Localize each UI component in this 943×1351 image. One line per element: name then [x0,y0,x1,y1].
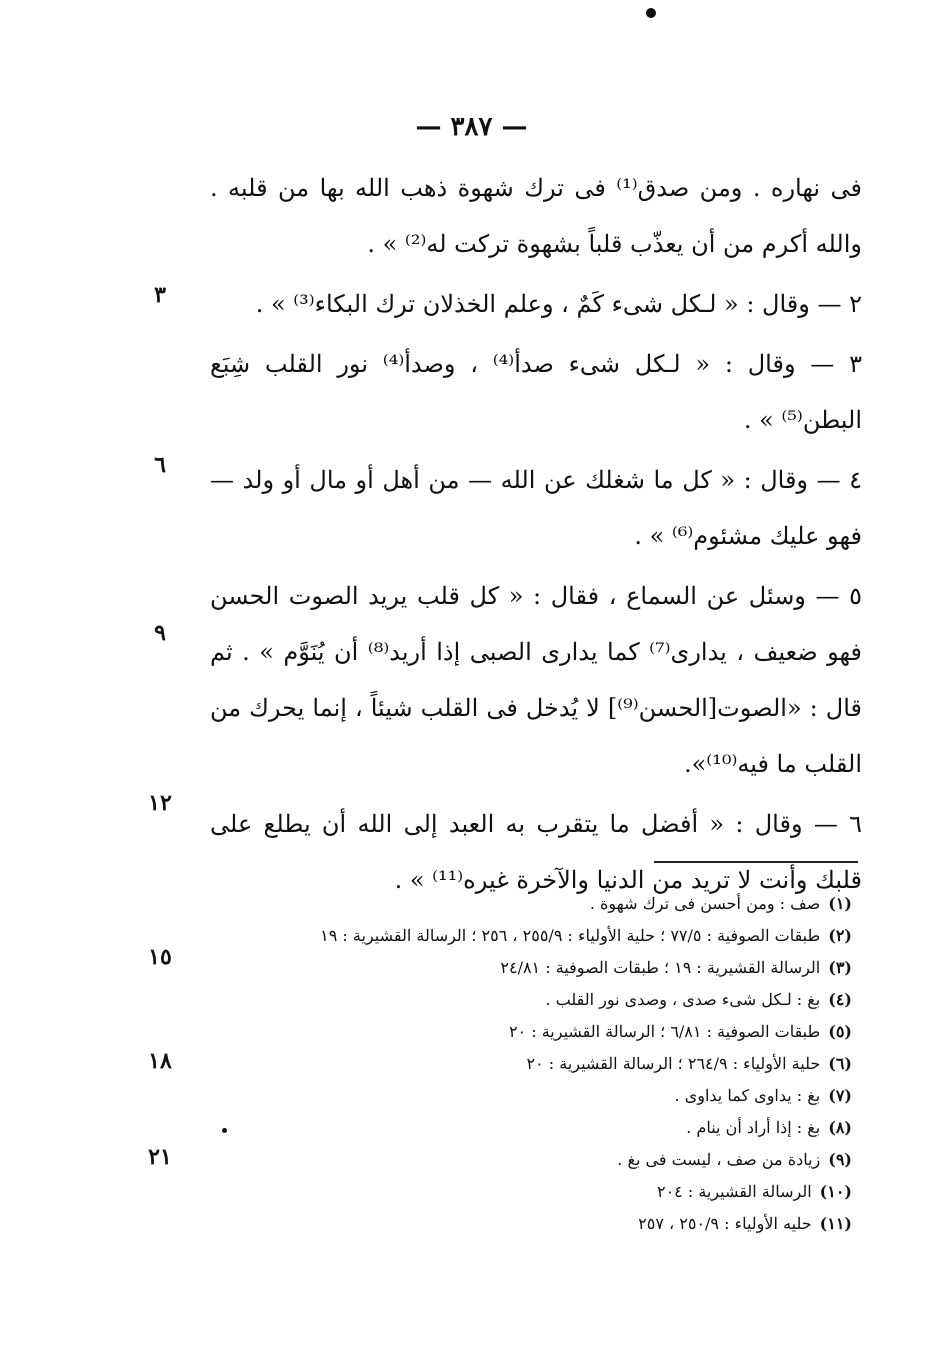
body-text [210,160,862,908]
footnote-text: حلية الأولياء : ٢٦٤/٩ ؛ الرسالة القشيرية : ٢٠ [526,1054,821,1073]
footnote-text: بغ : يداوى كما يداوى . [674,1086,821,1105]
footnote-5 [230,1016,852,1048]
paragraph-6: ٦ — وقال : « أفضل ما يتقرب به العبد إلى الله أن يطلع على قلبك وأنت لا تريد من الدنيا والآخرة غيره⁽¹¹⁾ » . [210,810,862,894]
footnote-text: الرسالة القشيرية : ٢٠٤ [656,1182,812,1201]
margin-number-9: ٩ [154,620,166,646]
margin-number-15: ١٥ [148,944,172,970]
footnote-text: حليه الأولياء : ٢٥٠/٩ ، ٢٥٧ [638,1214,812,1233]
footnote-number: (١٠) [819,1182,852,1201]
footnote-number: (١) [828,894,852,913]
page-number: — ٣٨٧ — [415,112,528,142]
footnote-number: (٤) [828,990,852,1009]
footnote-number: (٣) [828,958,852,977]
footnote-text: الرسالة القشيرية : ١٩ ؛ طبقات الصوفية : ٢٤/٨١ [500,958,821,977]
footnote-number: (٢) [828,926,852,945]
paragraph-2: ٢ — وقال : « لـكل شىء كَمٌ ، وعلم الخذلان ترك البكاء⁽³⁾ » . [255,290,862,318]
paragraph-3: ٣ — وقال : « لـكل شىء صدأ⁽⁴⁾ ، وصدأ⁽⁴⁾ نور القلب شِبَع البطن⁽⁵⁾ » . [210,350,862,434]
footnote-number: (٥) [828,1022,852,1041]
footnote-text: زيادة من صف ، ليست فى بغ . [617,1150,821,1169]
footnote-9 [230,1144,852,1176]
footnote-6 [230,1048,852,1080]
footnote-text: صف : ومن أحسن فى ترك شهوة . [589,894,821,913]
footnote-number: (٦) [828,1054,852,1073]
footnote-8 [230,1112,852,1144]
footnote-text: طبقات الصوفية : ٦/٨١ ؛ الرسالة القشيرية : ٢٠ [508,1022,821,1041]
footnote-number: (٨) [828,1118,852,1137]
footnote-text: بغ : لـكل شىء صدى ، وصدى نور القلب . [545,990,821,1009]
footnote-10 [230,1176,852,1208]
margin-number-18: ١٨ [148,1048,172,1074]
margin-number-6: ٦ [154,452,166,478]
paragraph-4: ٤ — وقال : « كل ما شغلك عن الله — من أهل أو مال أو ولد — فهو عليك مشئوم⁽⁶⁾ » . [210,466,862,550]
footnote-11 [230,1208,852,1240]
footnote-3 [230,952,852,984]
footnote-text: بغ : إذا أراد أن ينام . [686,1118,821,1137]
ink-dot-top [646,8,656,18]
footnote-number: (٧) [828,1086,852,1105]
footnote-2 [230,920,852,952]
footnote-number: (٩) [828,1150,852,1169]
footnote-number: (١١) [819,1214,852,1233]
footnote-text: طبقات الصوفية : ٧٧/٥ ؛ حلية الأولياء : ٢٥٥/٩ ، ٢٥٦ ؛ الرسالة القشيرية : ١٩ [320,926,821,945]
margin-number-12: ١٢ [148,790,172,816]
footnote-7 [230,1080,852,1112]
footnotes [230,888,852,1240]
ink-dot-middle [222,1128,227,1133]
footnote-separator [654,861,858,863]
margin-number-3: ٣ [154,282,166,308]
margin-number-21: ٢١ [148,1144,172,1170]
footnote-1 [230,888,852,920]
paragraph-5: ٥ — وسئل عن السماع ، فقال : « كل قلب يريد الصوت الحسن فهو ضعيف ، يدارى⁽⁷⁾ كما يدارى الصبى إذا أريد⁽⁸⁾ أن يُنَوَّم » . ثم قال : «الصوت[الحسن⁽⁹⁾] لا يُدخل فى القلب شيئاً ، إنما يحرك من القلب ما فيه⁽¹⁰⁾». [210,582,862,778]
paragraph-1: فى نهاره . ومن صدق⁽¹⁾ فى ترك شهوة ذهب الله بها من قلبه . والله أكرم من أن يعذّب قلباً بشهوة تركت له⁽²⁾ » . [210,174,862,258]
footnote-4 [230,984,852,1016]
